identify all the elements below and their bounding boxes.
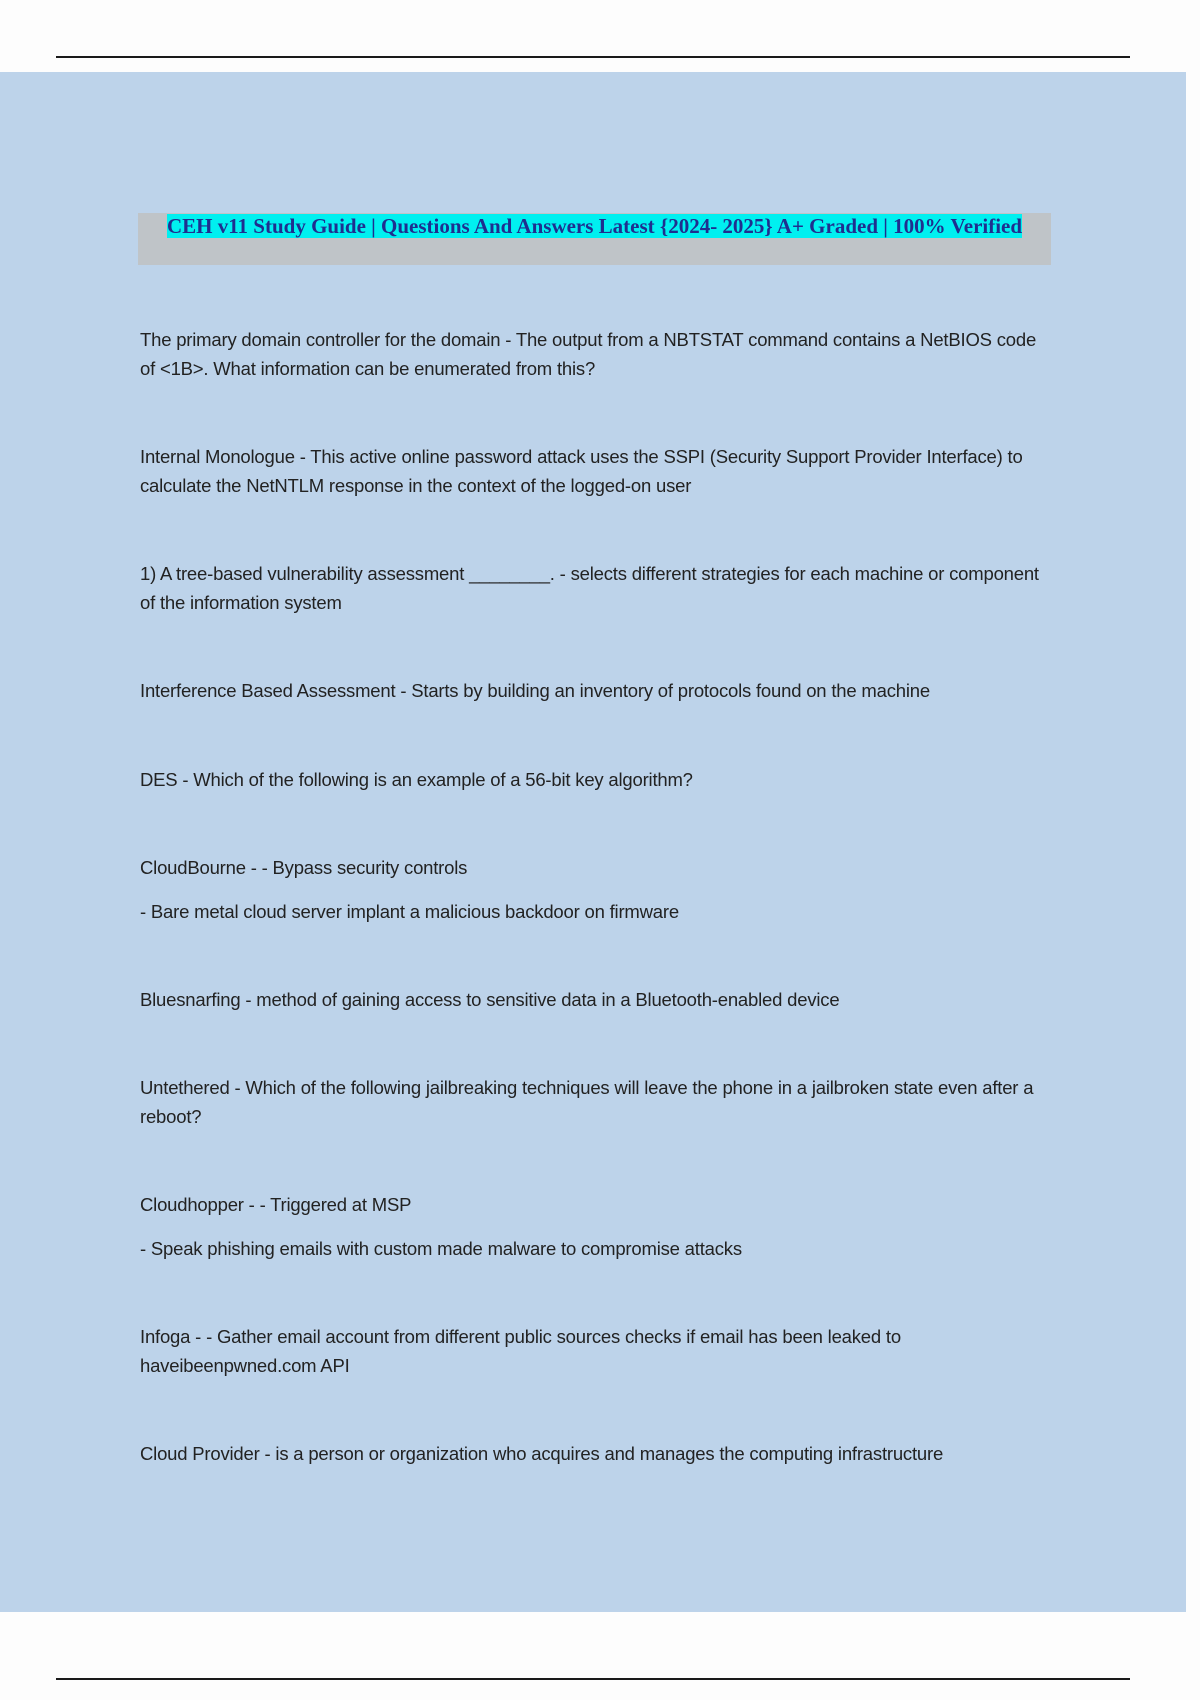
bottom-rule (56, 1678, 1130, 1680)
qa-text: Internal Monologue - This active online password attack uses the SSPI (Security Support Provider Interface) to calculate the NetNTLM response in the context of the logged-on user (140, 446, 1023, 496)
qa-text: Cloud Provider - is a person or organization who acquires and manages the computing infrastructure (140, 1443, 944, 1464)
document-title-band (138, 213, 1051, 265)
qa-entry (140, 765, 1040, 794)
top-rule (56, 56, 1130, 58)
qa-text: The primary domain controller for the domain - The output from a NBTSTAT command contains a NetBIOS code of <1B>. What information can be enumerated from this? (140, 329, 1037, 379)
document-title: CEH v11 Study Guide | Questions And Answers Latest {2024- 2025} A+ Graded | 100% Verified (166, 214, 1023, 238)
qa-entry (140, 1073, 1040, 1131)
qa-text: 1) A tree-based vulnerability assessment ________. - selects different strategies for each machine or component of the information system (140, 563, 1039, 613)
qa-entry (140, 1439, 1040, 1468)
qa-entry (140, 676, 1040, 705)
qa-text: Infoga - - Gather email account from different public sources checks if email has been leaked to haveibeenpwned.com API (140, 1326, 901, 1376)
qa-entry (140, 559, 1040, 617)
qa-subtext: - Bare metal cloud server implant a malicious backdoor on firmware (140, 901, 679, 922)
qa-text: Untethered - Which of the following jailbreaking techniques will leave the phone in a jailbroken state even after a reboot? (140, 1077, 1034, 1127)
qa-text: Interference Based Assessment - Starts by building an inventory of protocols found on the machine (140, 680, 930, 701)
qa-text: CloudBourne - - Bypass security controls (140, 857, 468, 878)
qa-text: Cloudhopper - - Triggered at MSP (140, 1194, 412, 1215)
qa-entry (140, 1322, 1040, 1380)
qa-entry (140, 985, 1040, 1014)
qa-text: Bluesnarfing - method of gaining access to sensitive data in a Bluetooth-enabled device (140, 989, 840, 1010)
qa-subtext: - Speak phishing emails with custom made malware to compromise attacks (140, 1238, 742, 1259)
qa-entry (140, 1190, 1040, 1263)
qa-text: DES - Which of the following is an example of a 56-bit key algorithm? (140, 769, 693, 790)
qa-entry (140, 442, 1040, 500)
qa-entry (140, 325, 1040, 383)
qa-entry (140, 853, 1040, 926)
page-panel (0, 72, 1186, 1612)
